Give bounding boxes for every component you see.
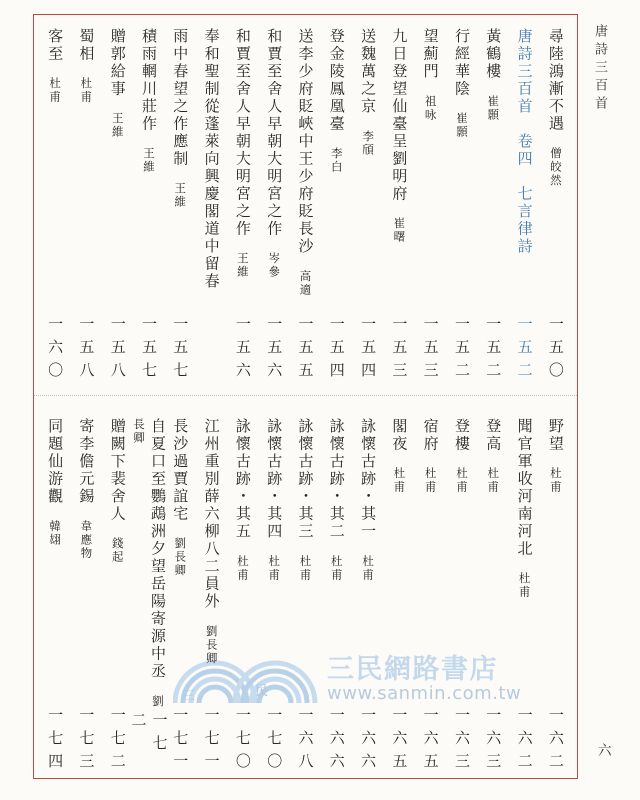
entry-page-number: 一五六 <box>265 316 282 385</box>
entry-author: 王維 <box>235 252 248 279</box>
entry-page-number: 一五八 <box>77 316 94 385</box>
entry-author: 杜甫 <box>517 572 530 599</box>
entry-author: 杜甫 <box>486 467 499 494</box>
toc-entry <box>195 28 226 385</box>
entry-text <box>107 418 128 564</box>
entry-title: 奉和聖制從蓬萊向興慶閣道中留春 <box>202 28 219 291</box>
entry-text <box>75 28 96 104</box>
toc-entry <box>195 418 226 776</box>
entry-page-number: 一五六 <box>233 316 250 385</box>
toc-entry <box>227 418 258 776</box>
entry-author: 錢起 <box>110 537 123 564</box>
entry-text <box>107 28 128 139</box>
entry-page-number: 一六五 <box>390 707 407 776</box>
toc-entry <box>446 418 477 776</box>
entry-title: 野望 <box>546 418 563 453</box>
entry-text <box>294 418 315 582</box>
entry-text <box>326 28 347 174</box>
toc-top-section <box>34 15 577 395</box>
entry-title: 積雨輞川莊作 <box>140 28 156 133</box>
entry-page-number: 一五二 <box>515 316 532 385</box>
entry-author: 杜甫 <box>267 554 280 582</box>
entry-page-number: 一六三 <box>484 707 501 776</box>
toc-entry <box>540 28 571 385</box>
entry-title: 黃鶴樓 <box>484 28 501 81</box>
entry-author: 李頎 <box>361 129 374 157</box>
toc-entry <box>446 28 477 385</box>
logo-char-min: 民 <box>255 683 269 698</box>
entry-author: 祖咏 <box>423 94 436 122</box>
entry-title: 贈闕下裴舍人 <box>108 418 125 523</box>
entry-author: 劉長卿 <box>204 624 217 665</box>
entry-title: 閣夜 <box>390 418 407 453</box>
entry-page-number: 一五〇 <box>546 316 563 385</box>
entry-author: 杜甫 <box>454 467 467 494</box>
entry-author: 僧皎然 <box>548 147 561 188</box>
entry-title: 送李少府貶峽中王少府貶長沙 <box>296 28 313 256</box>
entry-text <box>514 28 535 256</box>
entry-author: 王維 <box>110 112 123 139</box>
entry-title: 寄李儋元錫 <box>77 418 94 506</box>
entry-title: 登樓 <box>452 418 469 453</box>
entry-page-number: 一五二 <box>484 316 501 385</box>
entry-text <box>75 418 96 560</box>
entry-page-number: 一七二 <box>129 712 167 758</box>
entry-author: 杜甫 <box>392 467 405 494</box>
entry-text <box>232 28 253 279</box>
entry-page-number: 一五二 <box>452 316 469 385</box>
entry-text <box>451 418 472 494</box>
entry-page-number: 一五四 <box>327 316 344 385</box>
toc-bottom-section <box>34 396 577 778</box>
entry-text <box>201 418 222 665</box>
entry-title: 蜀相 <box>77 28 94 63</box>
entry-text <box>514 418 535 599</box>
toc-entry <box>415 418 446 776</box>
entry-author: 崔顥 <box>486 94 499 122</box>
entry-title: 詠懷古跡・其五 <box>233 418 250 541</box>
entry-page-number: 一五三 <box>421 316 438 385</box>
entry-title: 和賈至舍人早朝大明宮之作 <box>233 28 250 238</box>
entry-page-number: 一五三 <box>390 316 407 385</box>
folio-page-number: 六 <box>598 743 612 758</box>
entry-page-number: 一五八 <box>108 316 125 385</box>
entry-title: 送魏萬之京 <box>359 28 376 116</box>
entry-title: 唐詩三百首 卷四 七言律詩 <box>515 28 532 256</box>
entry-author: 岑參 <box>267 252 280 279</box>
entry-page-number: 一七四 <box>46 707 63 776</box>
entry-page-number: 一五七 <box>140 316 156 385</box>
logo-char-san: 三 <box>182 688 196 703</box>
entry-author: 王維 <box>173 182 186 209</box>
toc-entry <box>352 28 383 385</box>
entry-page-number: 一六六 <box>359 707 376 776</box>
entry-author: 韋應物 <box>79 519 92 560</box>
entry-page-number: 一六二 <box>546 707 563 776</box>
entry-title: 行經華陰 <box>452 28 469 98</box>
entry-author: 劉長卿 <box>173 537 186 578</box>
toc-entry <box>540 418 571 776</box>
entry-page-number: 一五五 <box>296 316 313 385</box>
toc-entry <box>70 418 101 776</box>
entry-text <box>545 28 566 188</box>
toc-entry <box>70 28 101 385</box>
entry-text <box>326 418 347 582</box>
toc-entry <box>102 28 133 385</box>
entry-title: 登高 <box>484 418 501 453</box>
entry-text <box>201 28 222 291</box>
entry-page-number: 一五四 <box>359 316 376 385</box>
entry-title: 和賈至舍人早朝大明宮之作 <box>265 28 282 238</box>
toc-entry <box>39 418 70 776</box>
entry-title: 詠懷古跡・其一 <box>359 418 376 541</box>
toc-entry <box>129 418 167 776</box>
entry-author: 崔曙 <box>392 217 405 244</box>
entry-page-number: 一六五 <box>421 707 438 776</box>
entry-page-number: 一五七 <box>171 316 188 385</box>
entry-page-number: 一七〇 <box>265 707 282 776</box>
toc-entry <box>133 28 164 385</box>
watermark-url: www.sanmin.com.tw <box>327 683 522 704</box>
entry-page-number: 一七三 <box>77 707 94 776</box>
entry-text <box>44 418 65 547</box>
watermark-store-name: 三民網路書店 <box>327 654 498 684</box>
entry-text <box>482 28 503 122</box>
toc-entry <box>227 28 258 385</box>
entry-author: 杜甫 <box>48 77 61 104</box>
entry-page-number: 一六六 <box>327 707 344 776</box>
entry-page-number: 一七二 <box>108 707 125 776</box>
entry-author: 杜甫 <box>298 554 311 582</box>
entry-author: 王維 <box>142 147 154 174</box>
entry-page-number: 一六三 <box>452 707 469 776</box>
entry-author: 崔顥 <box>454 112 467 139</box>
toc-entry <box>289 418 320 776</box>
entry-text <box>388 418 409 494</box>
entry-title: 望薊門 <box>421 28 438 81</box>
entry-author: 杜甫 <box>79 77 92 104</box>
entry-author: 杜甫 <box>235 554 248 582</box>
entry-title: 詠懷古跡・其四 <box>265 418 282 541</box>
entry-title: 江州重別薛六柳八二員外 <box>202 418 219 611</box>
toc-entry <box>383 418 414 776</box>
entry-text <box>44 28 65 104</box>
toc-entry <box>321 28 352 385</box>
entry-author: 韓翃 <box>48 519 61 547</box>
entry-text <box>451 28 472 139</box>
entry-text <box>420 418 441 494</box>
toc-entry <box>508 418 539 776</box>
entry-text <box>263 418 284 582</box>
entry-text <box>138 28 159 174</box>
entry-title: 九日登望仙臺呈劉明府 <box>390 28 407 203</box>
entry-text <box>388 28 409 244</box>
entry-title: 尋陸鴻漸不遇 <box>546 28 563 133</box>
entry-text <box>294 28 315 297</box>
entry-title: 宿府 <box>421 418 438 453</box>
toc-entry <box>258 418 289 776</box>
entry-title: 聞官軍收河南河北 <box>515 418 532 558</box>
entry-title: 雨中春望之作應制 <box>171 28 188 168</box>
toc-entry <box>477 418 508 776</box>
entry-text <box>357 28 378 157</box>
entry-title: 自夏口至鸚鵡洲夕望岳陽寄源中丞 <box>148 418 165 681</box>
entry-author: 高適 <box>298 269 311 297</box>
toc-entry <box>415 28 446 385</box>
toc-entry <box>352 418 383 776</box>
toc-entry <box>383 28 414 385</box>
toc-entry <box>321 418 352 776</box>
entry-title: 贈郭給事 <box>108 28 125 98</box>
toc-entry <box>39 28 70 385</box>
entry-text <box>169 28 190 209</box>
entry-page-number: 一七〇 <box>233 707 250 776</box>
entry-title: 客至 <box>46 28 63 63</box>
entry-text <box>482 418 503 494</box>
entry-author: 劉長卿 <box>131 418 163 708</box>
entry-text <box>420 28 441 122</box>
toc-entry <box>102 418 133 776</box>
entry-author: 杜甫 <box>423 467 436 494</box>
entry-text <box>232 418 253 582</box>
entry-author: 杜甫 <box>361 554 374 582</box>
entry-page-number: 一七一 <box>202 707 219 776</box>
entry-title: 詠懷古跡・其二 <box>327 418 344 541</box>
running-head: 唐詩三百首 <box>593 24 608 114</box>
entry-author: 杜甫 <box>329 554 342 582</box>
toc-entry <box>164 28 195 385</box>
entry-page-number: 一六〇 <box>46 316 63 385</box>
entry-title: 同題仙游觀 <box>46 418 63 506</box>
entry-text <box>263 28 284 279</box>
entry-text <box>357 418 378 582</box>
entry-text <box>129 418 168 712</box>
entry-author: 杜甫 <box>548 467 561 494</box>
entry-page-number: 一七一 <box>171 707 188 776</box>
entry-text <box>169 418 190 578</box>
toc-entry <box>289 28 320 385</box>
entry-text <box>545 418 566 494</box>
toc-entry <box>508 28 539 385</box>
toc-entry <box>477 28 508 385</box>
toc-entry <box>258 28 289 385</box>
entry-title: 詠懷古跡・其三 <box>296 418 313 541</box>
entry-title: 登金陵鳳凰臺 <box>327 28 344 133</box>
entry-title: 長沙過賈誼宅 <box>171 418 188 523</box>
page-frame <box>33 14 578 779</box>
entry-page-number: 一六二 <box>515 707 532 776</box>
entry-page-number: 一六八 <box>296 707 313 776</box>
entry-author: 李白 <box>329 147 342 174</box>
